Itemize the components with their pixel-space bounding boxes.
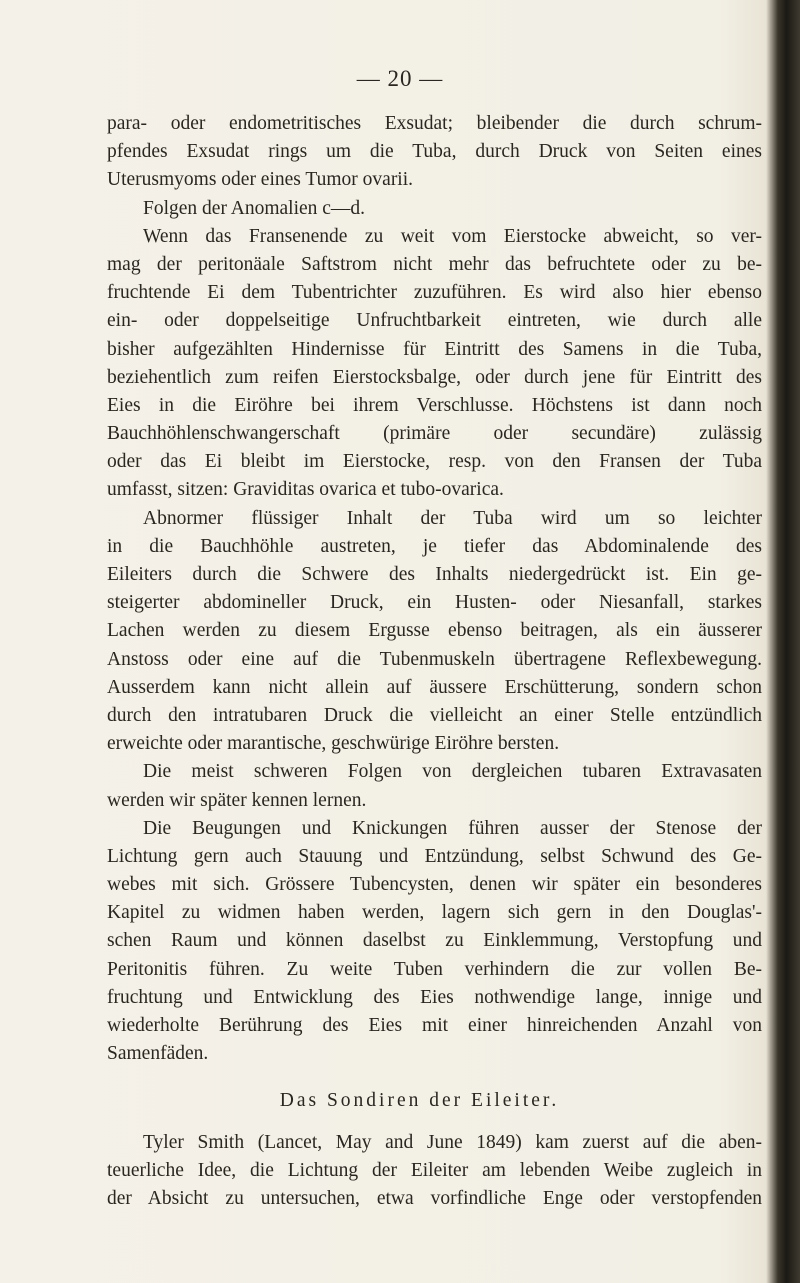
- text-line: steigerter abdomineller Druck, ein Husten- oder Niesanfall, starkes: [107, 592, 762, 614]
- text-line: Kapitel zu widmen haben werden, lagern sich gern in den Douglas'-: [107, 902, 762, 924]
- text-line: Lachen werden zu diesem Ergusse ebenso beitragen, als ein äusserer: [107, 620, 762, 642]
- text-line: teuerliche Idee, die Lichtung der Eileiter am lebenden Weibe zugleich in: [107, 1159, 762, 1181]
- text-line: Uterusmyoms oder eines Tumor ovarii.: [107, 169, 414, 191]
- text-line: in die Bauchhöhle austreten, je tiefer das Abdominalende des: [107, 535, 762, 557]
- text-line: Tyler Smith (Lancet, May and June 1849) kam zuerst auf die aben-: [143, 1131, 762, 1153]
- text-line: erweichte oder marantische, geschwürige Eiröhre bersten.: [107, 733, 560, 755]
- text-line: webes mit sich. Grössere Tubencysten, denen wir später ein besonderes: [107, 874, 762, 896]
- text-line: pfendes Exsudat rings um die Tuba, durch Druck von Seiten eines: [107, 141, 762, 163]
- text-line: oder das Ei bleibt im Eierstocke, resp. von den Fransen der Tuba: [107, 451, 762, 473]
- text-line: Peritonitis führen. Zu weite Tuben verhindern die zur vollen Be-: [107, 958, 762, 980]
- text-line: para- oder endometritisches Exsudat; bleibender die durch schrum-: [107, 113, 762, 134]
- paragraphs-after-heading: [107, 1129, 762, 1214]
- page-binding-edge: [766, 0, 800, 1283]
- text-line: bisher aufgezählten Hindernisse für Eintritt des Samens in die Tuba,: [107, 338, 762, 360]
- text-line: Bauchhöhlenschwangerschaft (primäre oder secundäre) zulässig: [107, 423, 762, 445]
- paragraphs-main: [107, 110, 762, 1068]
- text-line: fruchtende Ei dem Tubentrichter zuzuführen. Es wird also hier ebenso: [107, 282, 762, 304]
- text-line: Eies in die Eiröhre bei ihrem Verschlusse. Höchstens ist dann noch: [107, 394, 762, 416]
- text-line: Die Beugungen und Knickungen führen ausser der Stenose der: [143, 817, 762, 839]
- text-line: durch den intratubaren Druck die vielleicht an einer Stelle entzündlich: [107, 704, 762, 726]
- text-line: mag der peritonäale Saftstrom nicht mehr das befruchtete oder zu be-: [107, 253, 762, 275]
- text-line: Abnormer flüssiger Inhalt der Tuba wird um so leichter: [143, 507, 762, 529]
- text-line: schen Raum und können daselbst zu Einklemmung, Verstopfung und: [107, 930, 762, 952]
- text-line: der Absicht zu untersuchen, etwa vorfindliche Enge oder verstopfenden: [107, 1187, 762, 1209]
- text-line: Samenfäden.: [107, 1043, 209, 1065]
- text-line: Anstoss oder eine auf die Tubenmuskeln übertragene Reflexbewegung.: [107, 648, 762, 670]
- text-line: umfasst, sitzen: Graviditas ovarica et tubo-ovarica.: [107, 479, 504, 501]
- page-number: — 20 —: [356, 66, 444, 91]
- text-line: fruchtung und Entwicklung des Eies nothwendige lange, innige und: [107, 986, 762, 1008]
- text-line: ein- oder doppelseitige Unfruchtbarkeit eintreten, wie durch alle: [107, 310, 762, 332]
- section-heading: Das Sondiren der Eileiter.: [279, 1090, 560, 1112]
- text-line: Lichtung gern auch Stauung und Entzündung, selbst Schwund des Ge-: [107, 845, 762, 867]
- text-line: werden wir später kennen lernen.: [107, 789, 367, 811]
- text-line: Wenn das Fransenende zu weit vom Eierstocke abweicht, so ver-: [143, 225, 762, 247]
- text-line: wiederholte Berührung des Eies mit einer hinreichenden Anzahl von: [107, 1015, 762, 1036]
- text-line: beziehentlich zum reifen Eierstocksbalge, oder durch jene für Eintritt des: [107, 366, 762, 388]
- text-line: Eileiters durch die Schwere des Inhalts niedergedrückt ist. Ein ge-: [107, 564, 762, 585]
- text-line: Ausserdem kann nicht allein auf äussere Erschütterung, sondern schon: [107, 676, 762, 698]
- text-line: Die meist schweren Folgen von dergleichen tubaren Extravasaten: [143, 761, 762, 783]
- body-text: [107, 110, 762, 1213]
- text-line: Folgen der Anomalien c—d.: [143, 197, 366, 219]
